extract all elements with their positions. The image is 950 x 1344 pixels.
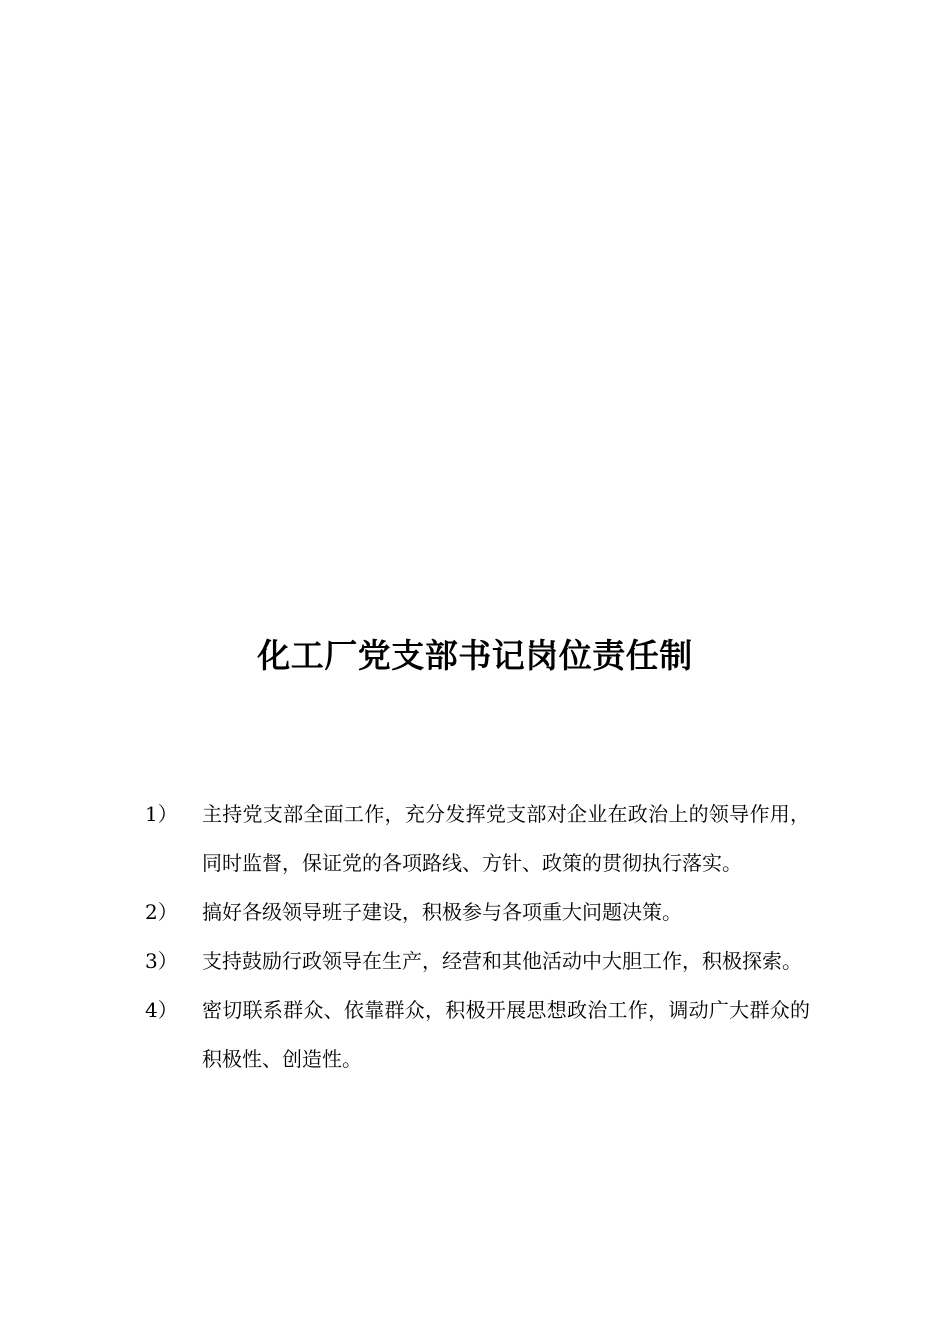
duty-number: 4） bbox=[145, 998, 178, 1022]
document-title: 化工厂党支部书记岗位责任制 bbox=[257, 636, 693, 675]
duty-text: 支持鼓励行政领导在生产，经营和其他活动中大胆工作，积极探索。 bbox=[202, 949, 802, 973]
duty-number: 2） bbox=[145, 900, 178, 924]
duty-text: 密切联系群众、依靠群众，积极开展思想政治工作，调动广大群众的积极性、创造性。 bbox=[202, 998, 810, 1071]
duty-item-4 bbox=[145, 986, 810, 1084]
duty-item-3 bbox=[145, 937, 810, 986]
duty-text: 搞好各级领导班子建设，积极参与各项重大问题决策。 bbox=[202, 900, 682, 924]
duty-item-1 bbox=[145, 790, 810, 888]
duty-number: 1） bbox=[145, 802, 178, 826]
duty-item-2 bbox=[145, 888, 810, 937]
duty-list bbox=[145, 790, 810, 1084]
duty-text: 主持党支部全面工作，充分发挥党支部对企业在政治上的领导作用，同时监督，保证党的各项路线、方针、政策的贯彻执行落实。 bbox=[202, 802, 810, 875]
duty-number: 3） bbox=[145, 949, 178, 973]
